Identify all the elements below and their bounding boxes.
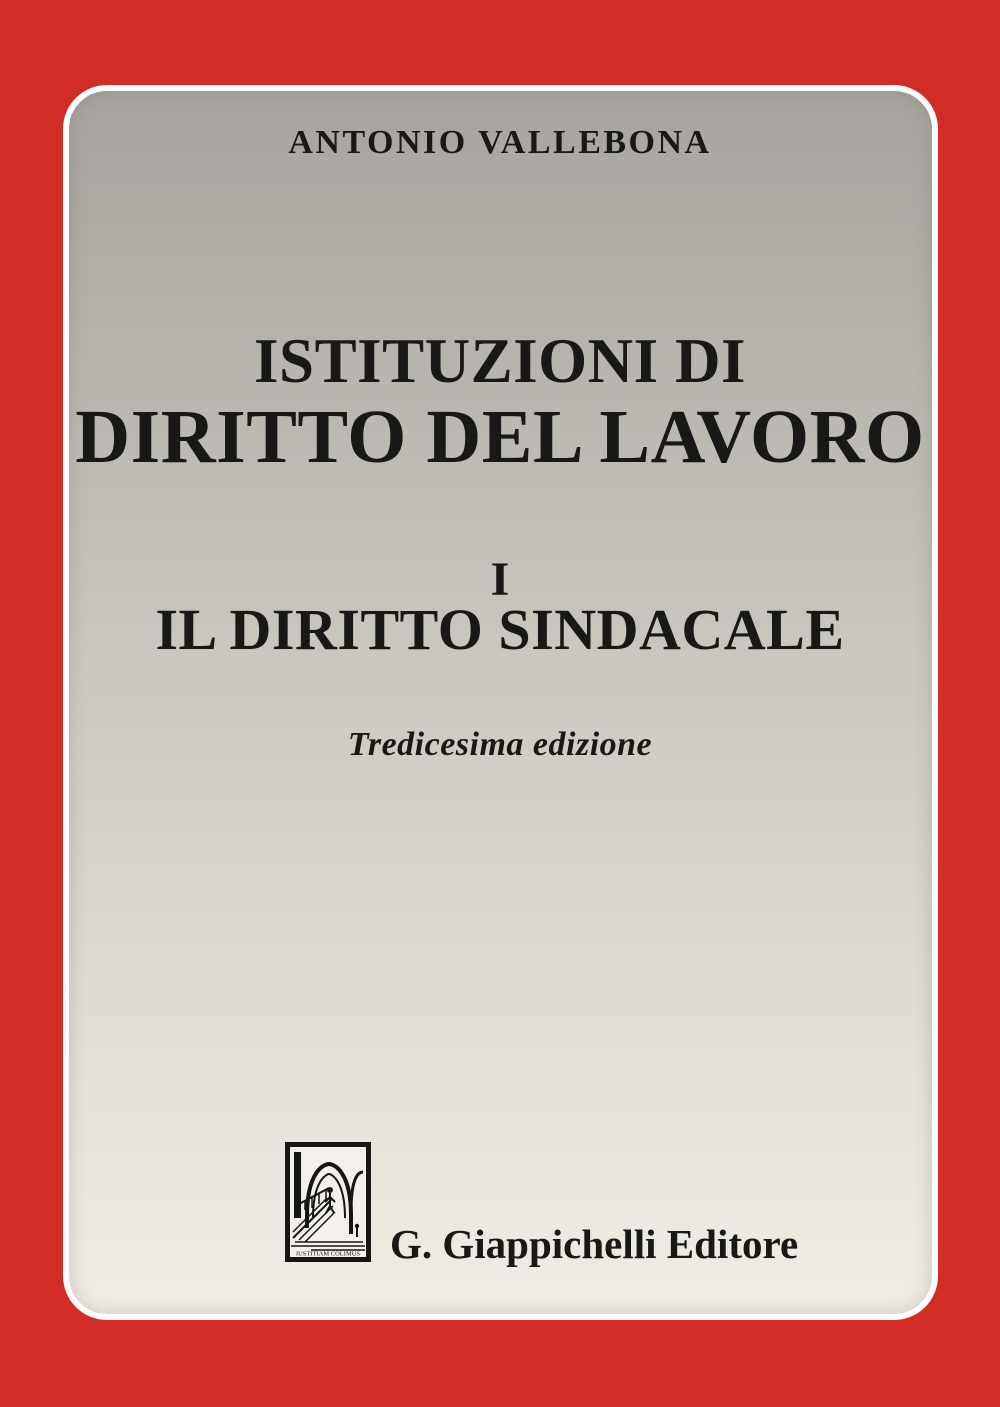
author-name: ANTONIO VALLEBONA <box>288 124 712 161</box>
edition-label: Tredicesima edizione <box>347 726 653 763</box>
publisher-name: G. Giappichelli Editore <box>390 1221 799 1267</box>
publisher-logo-motto: IUSTITIAM COLIMUS <box>295 1250 361 1258</box>
publisher-logo-icon <box>285 1142 371 1262</box>
book-title-line2: DIRITTO DEL LAVORO <box>75 395 925 479</box>
volume-number: I <box>490 553 510 606</box>
book-title-line1: ISTITUZIONI DI <box>254 326 746 396</box>
volume-title: IL DIRITTO SINDACALE <box>155 597 845 662</box>
